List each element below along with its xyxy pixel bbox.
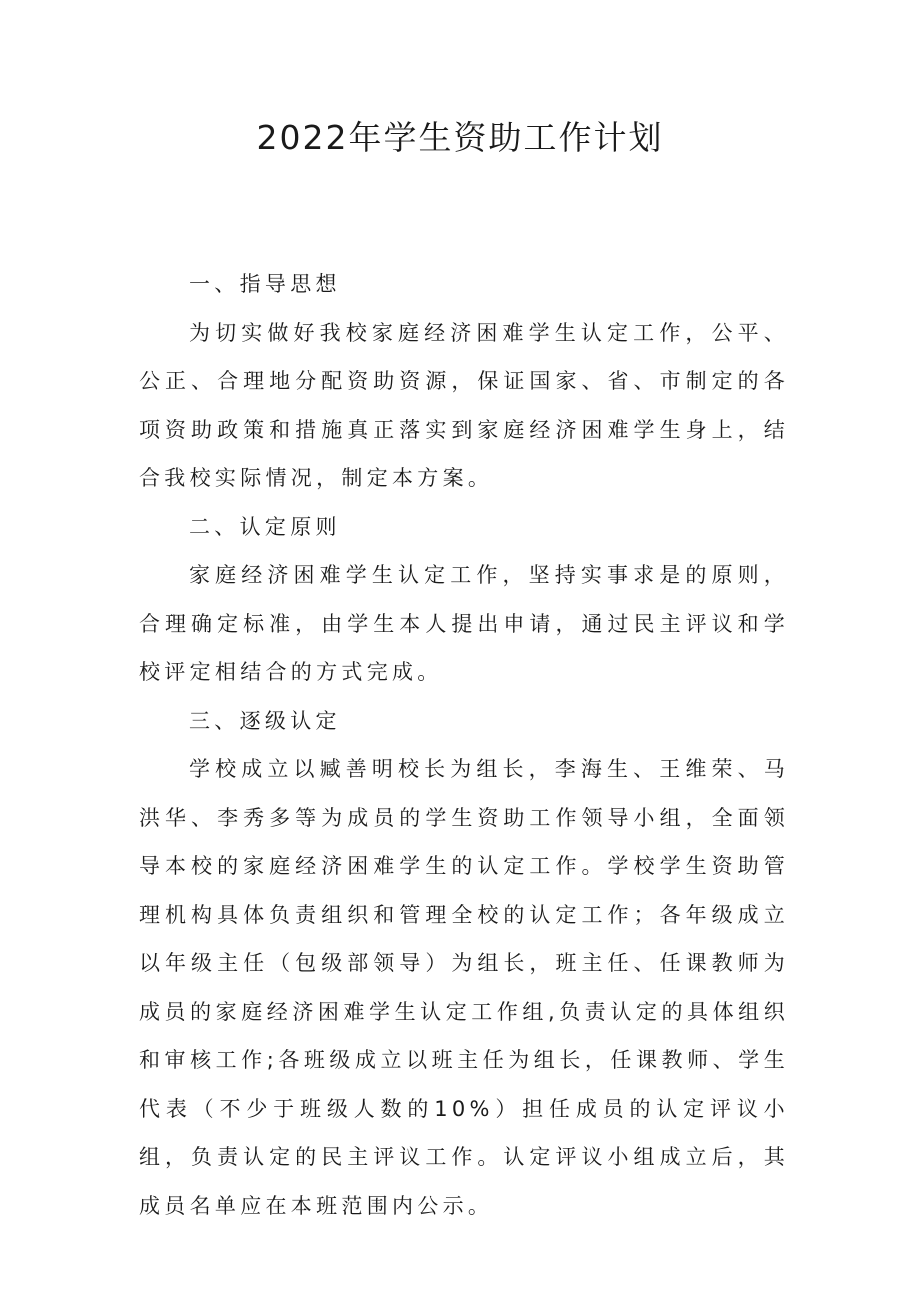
section-heading: 二、认定原则 bbox=[189, 514, 341, 539]
document-body bbox=[139, 260, 789, 1230]
section-guiding-ideology bbox=[139, 260, 789, 503]
section-paragraph: 家庭经济困难学生认定工作，坚持实事求是的原则，合理确定标准，由学生本人提出申请，通过民主评议和学校评定相结合的方式完成。 bbox=[139, 563, 789, 684]
section-paragraph: 为切实做好我校家庭经济困难学生认定工作，公平、公正、合理地分配资助资源，保证国家、省、市制定的各项资助政策和措施真正落实到家庭经济困难学生身上，结合我校实际情况，制定本方案。 bbox=[139, 320, 789, 490]
section-heading: 三、逐级认定 bbox=[189, 708, 341, 733]
section-identification-principles bbox=[139, 503, 789, 697]
section-level-by-level-identification bbox=[139, 697, 789, 1231]
section-paragraph: 学校成立以臧善明校长为组长，李海生、王维荣、马洪华、李秀多等为成员的学生资助工作领导小组，全面领导本校的家庭经济困难学生的认定工作。学校学生资助管理机构具体负责组织和管理全校的认定工作；各年级成立以年级主任（包级部领导）为组长，班主任、任课教师为成员的家庭经济困难学生认定工作组,负责认定的具体组织和审核工作;各班级成立以班主任为组长，任课教师、学生代表（不少于班级人数的10%）担任成员的认定评议小组，负责认定的民主评议工作。认定评议小组成立后，其成员名单应在本班范围内公示。 bbox=[139, 757, 789, 1218]
document-title: 2022年学生资助工作计划 bbox=[256, 118, 664, 157]
section-heading: 一、指导思想 bbox=[189, 272, 341, 296]
